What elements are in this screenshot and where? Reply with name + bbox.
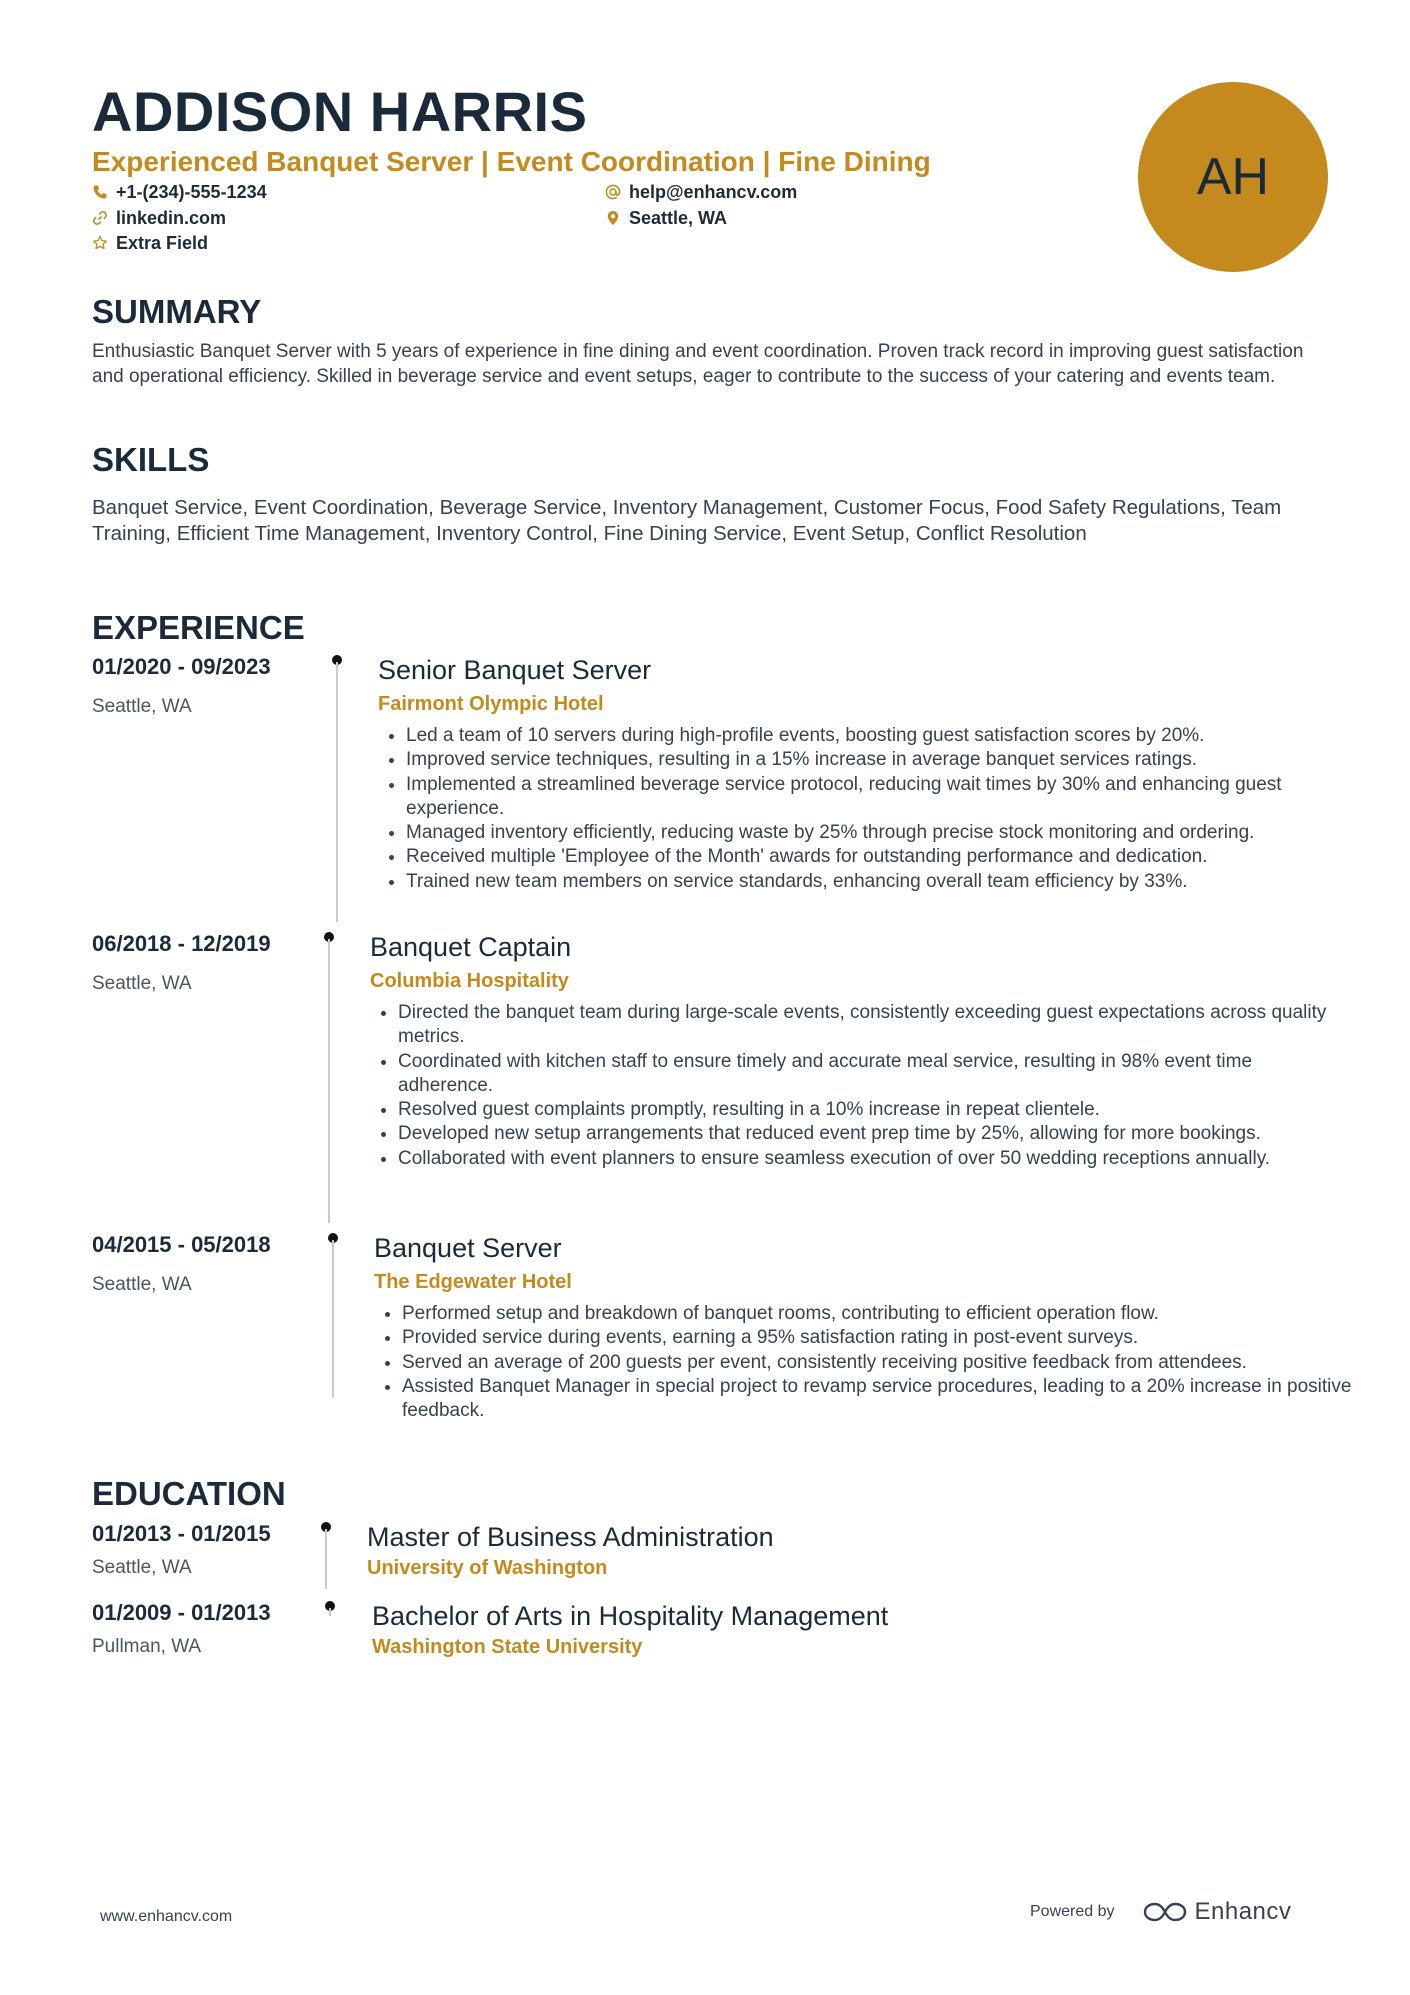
bullet-item: • Improved service techniques, resulting in a 15% increase in average banquet services ratings. <box>406 748 1356 772</box>
bullet-item: • Developed new setup arrangements that reduced event prep time by 25%, allowing for more bookings. <box>398 1122 1348 1146</box>
experience-heading: EXPERIENCE <box>92 609 305 646</box>
email-text[interactable]: help@enhancv.com <box>629 182 798 202</box>
experience-bullets <box>370 1001 1348 1171</box>
footer-branding <box>1030 1898 1291 1926</box>
experience-dates: 06/2018 - 12/2019 <box>92 931 271 956</box>
linkedin-text[interactable]: linkedin.com <box>116 208 227 228</box>
skills-text: Banquet Service, Event Coordination, Beverage Service, Inventory Management, Customer Focus, Food Safety Regulations, Team Training, Efficient Time Management, Inventory Control, Fine Dining Service, Event Setup, Conflict Resolution <box>92 496 1282 545</box>
timeline-line <box>332 1240 334 1398</box>
education-school: University of Washington <box>367 1557 608 1579</box>
education-school: Washington State University <box>372 1636 643 1658</box>
skills-heading: SKILLS <box>92 441 210 478</box>
timeline-line <box>325 1529 327 1589</box>
link-icon <box>92 210 108 226</box>
education-dates: 01/2009 - 01/2013 <box>92 1600 271 1625</box>
experience-location: Seattle, WA <box>92 1274 192 1295</box>
contact-linkedin <box>92 207 226 229</box>
summary-heading: SUMMARY <box>92 293 262 330</box>
bullet-item: • Managed inventory efficiently, reducing waste by 25% through precise stock monitoring and ordering. <box>406 821 1356 845</box>
experience-company: Columbia Hospitality <box>370 970 569 992</box>
experience-company: The Edgewater Hotel <box>374 1271 572 1293</box>
timeline-line <box>328 939 330 1223</box>
education-degree: Bachelor of Arts in Hospitality Management <box>372 1601 889 1631</box>
avatar-initials: AH <box>1196 148 1270 206</box>
timeline-line <box>329 1608 331 1616</box>
bullet-item: • Received multiple 'Employee of the Month' awards for outstanding performance and dedication. <box>406 845 1356 869</box>
bullet-item: • Assisted Banquet Manager in special project to revamp service procedures, leading to a 20% increase in positive feedback. <box>402 1375 1352 1424</box>
education-location: Seattle, WA <box>92 1557 192 1578</box>
experience-dates: 01/2020 - 09/2023 <box>92 654 271 679</box>
experience-role: Banquet Server <box>374 1233 562 1263</box>
experience-role: Banquet Captain <box>370 932 572 962</box>
bullet-item: • Implemented a streamlined beverage service protocol, reducing wait times by 30% and enhancing guest experience. <box>406 773 1356 822</box>
bullet-item: • Coordinated with kitchen staff to ensure timely and accurate meal service, resulting in 98% event time adherence. <box>398 1050 1348 1099</box>
extra-field-text: Extra Field <box>116 233 209 253</box>
candidate-name: ADDISON HARRIS <box>92 80 588 143</box>
footer-website[interactable]: www.enhancv.com <box>100 1908 233 1925</box>
enhancv-logo-icon <box>1141 1899 1189 1925</box>
contact-email <box>605 181 797 203</box>
location-pin-icon <box>605 210 621 226</box>
education-dates: 01/2013 - 01/2015 <box>92 1521 271 1546</box>
contact-extra <box>92 232 208 254</box>
experience-location: Seattle, WA <box>92 696 192 717</box>
contact-phone <box>92 181 267 203</box>
bullet-item: • Led a team of 10 servers during high-profile events, boosting guest satisfaction scores by 20%. <box>406 724 1356 748</box>
contact-location <box>605 207 727 229</box>
powered-by-text: Powered by <box>1030 1903 1115 1920</box>
education-location: Pullman, WA <box>92 1636 202 1657</box>
bullet-item: • Served an average of 200 guests per event, consistently receiving positive feedback from attendees. <box>402 1351 1352 1375</box>
avatar <box>1138 82 1328 272</box>
enhancv-brand: Enhancv <box>1194 1898 1292 1925</box>
education-heading: EDUCATION <box>92 1475 286 1512</box>
experience-bullets <box>374 1302 1352 1423</box>
bullet-item: • Resolved guest complaints promptly, resulting in a 10% increase in repeat clientele. <box>398 1098 1348 1122</box>
candidate-tagline: Experienced Banquet Server | Event Coordination | Fine Dining <box>92 146 931 177</box>
bullet-item: • Collaborated with event planners to ensure seamless execution of over 50 wedding receptions annually. <box>398 1147 1348 1171</box>
experience-company: Fairmont Olympic Hotel <box>378 693 604 715</box>
experience-location: Seattle, WA <box>92 973 192 994</box>
timeline-line <box>336 662 338 922</box>
bullet-item: • Trained new team members on service standards, enhancing overall team efficiency by 33%. <box>406 870 1356 894</box>
location-text: Seattle, WA <box>629 208 728 228</box>
experience-bullets <box>378 724 1356 894</box>
bullet-item: • Directed the banquet team during large-scale events, consistently exceeding guest expectations across quality metrics. <box>398 1001 1348 1050</box>
summary-text: Enthusiastic Banquet Server with 5 years of experience in fine dining and event coordination. Proven track record in improving guest satisfaction and operational efficiency. Skilled in beverage service and event setups, eager to contribute to the success of your catering and events team. <box>92 341 1304 387</box>
star-icon <box>92 235 108 251</box>
experience-role: Senior Banquet Server <box>378 655 652 685</box>
phone-text[interactable]: +1-(234)-555-1234 <box>116 182 267 202</box>
bullet-item: • Performed setup and breakdown of banquet rooms, contributing to efficient operation flow. <box>402 1302 1352 1326</box>
phone-icon <box>92 184 108 200</box>
at-icon <box>605 184 621 200</box>
bullet-item: • Provided service during events, earning a 95% satisfaction rating in post-event surveys. <box>402 1326 1352 1350</box>
experience-dates: 04/2015 - 05/2018 <box>92 1232 271 1257</box>
education-degree: Master of Business Administration <box>367 1522 774 1552</box>
